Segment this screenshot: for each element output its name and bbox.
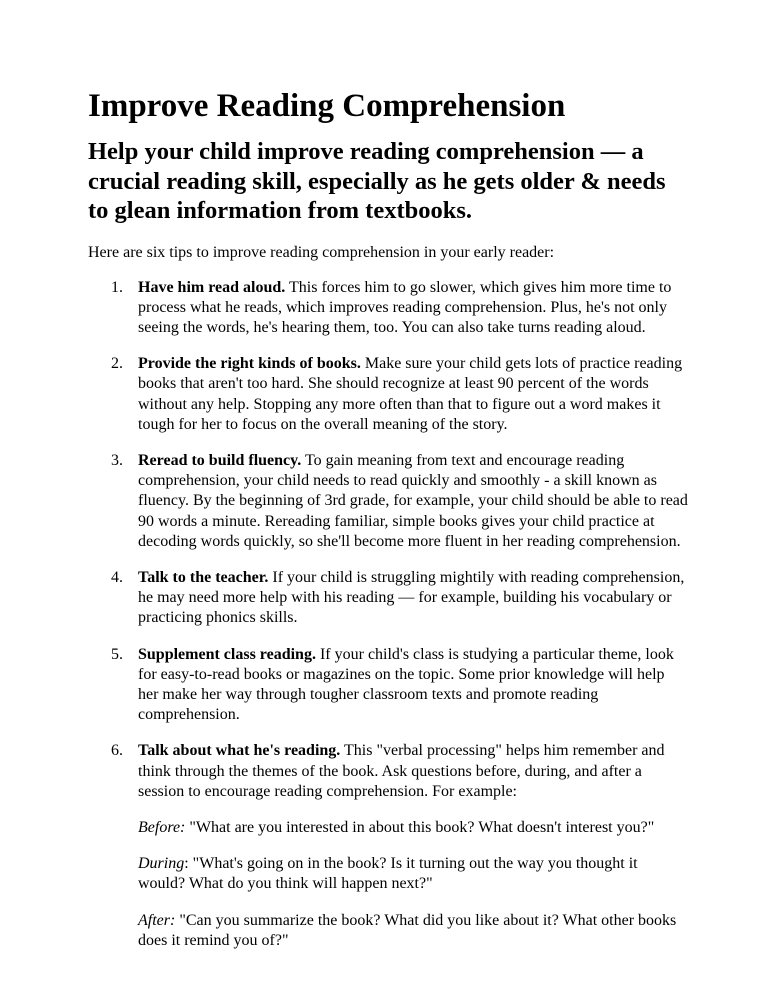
page-title: Improve Reading Comprehension [88,88,566,124]
tip-number: 6. [111,742,123,760]
tip-lead: Supplement class reading. [138,645,316,663]
tip-number: 2. [111,355,123,373]
tip-item [88,354,688,435]
example-before [138,818,688,838]
tip-text: To gain meaning from text and encourage reading comprehension, your child needs to read quickly and smoothly - a skill known as fluency. By the beginning of 3rd grade, for example, your child should be able to read 90 words a minute. Rereading familiar, simple books gives your child practice at decoding words quickly, so she'll become more fluent in her reading comprehension. [138,451,688,550]
tip-lead: Provide the right kinds of books. [138,355,361,373]
tip-number: 4. [111,568,123,586]
tip-number: 1. [111,278,123,296]
tip-text: If your child is struggling mightily with reading comprehension, he may need more help with his reading — for example, building his vocabulary or practicing phonics skills. [138,568,685,627]
tip-lead: Reread to build fluency. [138,451,302,469]
tip-lead: Talk to the teacher. [138,568,269,586]
example-label: After: [138,911,176,929]
tip-text: If your child's class is studying a particular theme, look for easy-to-read books or magazines on the topic. Some prior knowledge will help her make her way through tougher classroom texts and promote reading comprehension. [138,645,674,724]
example-label: During [138,855,185,873]
tip-item [88,741,688,951]
example-during [138,854,688,894]
tip-number: 5. [111,645,123,663]
example-label: Before: [138,818,186,836]
example-after [138,911,688,951]
example-text: : "What's going on in the book? Is it turning out the way you thought it would? What do you think will happen next?" [138,855,638,893]
tip-text: This "verbal processing" helps him remember and think through the themes of the book. Ask questions before, during, and after a session to encourage reading comprehension. For example: [138,742,665,800]
tip-item [88,278,688,339]
tip-text: Make sure your child gets lots of practice reading books that aren't too hard. She should recognize at least 90 percent of the words without any help. Stopping any more often than that to figure out a word makes it tough for her to focus on the overall meaning of the story. [138,355,683,433]
tip-item [88,645,688,726]
tip-item [88,451,688,552]
example-text: "What are you interested in about this book? What doesn't interest you?" [185,818,655,836]
example-text: "Can you summarize the book? What did you like about it? What other books does it remind you of?" [138,911,677,949]
tip-lead: Talk about what he's reading. [138,742,341,760]
tip-number: 3. [111,451,123,469]
intro-paragraph: Here are six tips to improve reading comprehension in your early reader: [88,243,555,261]
tip-lead: Have him read aloud. [138,278,286,296]
page-subtitle: Help your child improve reading comprehension — a crucial reading skill, especially as he gets older & needs to glean information from textbooks. [88,138,666,224]
tip-text: This forces him to go slower, which gives him more time to process what he reads, which improves reading comprehension. Plus, he's not only seeing the words, he's hearing them, too. You can also take turns reading aloud. [138,278,672,336]
tips-list [88,278,688,951]
tip-item [88,568,688,629]
